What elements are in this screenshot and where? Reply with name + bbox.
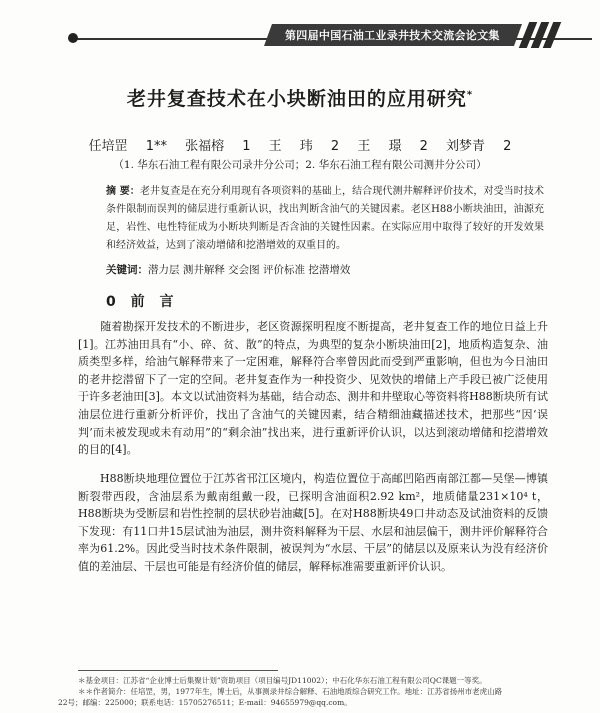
keywords-label: 关键词： <box>106 264 148 276</box>
keywords-text: 潜力层 测井解释 交会图 评价标准 挖潜增效 <box>148 264 351 276</box>
abstract <box>106 183 544 255</box>
header-bullet <box>68 33 78 43</box>
article-title <box>0 84 600 111</box>
paragraph <box>78 470 548 576</box>
header-banner: 第四届中国石油工业录井技术交流会论文集 <box>285 29 500 42</box>
author-list: 任培罡 1** 张福榕 1 王 玮 2 王 璟 2 刘梦青 2 <box>88 139 512 154</box>
footnote: 22号；邮编：225000；联系电话：15705276511；E-mail：94655979@qq.com。 <box>58 698 352 707</box>
paragraph-text: 随着勘探开发技术的不断进步，老区资源探明程度不断提高，老井复查工作的地位日益上升[1]。江苏油田具有“小、碎、贫、散”的特点，为典型的复杂小断块油田[2]，地质构造复杂、油质类型多样，给油气解释带来了一定困难，解释符合率曾因此而受到严重影响，但也为今日油田的老井挖潜留下了一定的空间。老井复查作为一种投资少、见效快的增储上产手段已被广泛使用于许多老油田[3]。本文以试油资料为基础，结合动态、测井和井壁取心等资料将H88断块所有试油层位进行重新分析评价，找出了含油气的关键因素，结合精细油藏描述技术，把那些“因‘误判’而未被发现或未有动用”的“剩余油”找出来，进行重新评价认识，以达到滚动增储和挖潜增效的目的[4]。 <box>78 320 548 457</box>
paragraph-text: H88断块地理位置位于江苏省邗江区境内，构造位置位于高邮凹陷西南部江都—吴堡—博镇断裂带西段，含油层系为戴南组戴一段，已探明含油面积2.92 km²，地质储量231×10⁴ t，H88断块为受断层和岩性控制的层状砂岩油藏[5]。在对H88断块49口井动态及试油资料的反馈下发现：有11口井15层试油为油层，测井资料解释为干层、水层和油层偏干，测井评价解释符合率为61.2%。因此受当时技术条件限制，被误判为“水层、干层”的储层以及原来认为没有经济价值的差油层、干层也可能是有经济价值的储层，解释标准需要重新评价认识。 <box>78 472 548 573</box>
article-title-text: 老井复查技术在小块断油田的应用研究 <box>126 88 467 110</box>
footnote-rule <box>78 670 278 671</box>
footnote: ＊基金项目：江苏省“企业博士后集聚计划”资助项目（项目编号JD11002）；中石化华东石油工程有限公司QC课题一等奖。 <box>78 676 487 685</box>
footnote: ＊＊作者简介：任培罡，男，1977年生，博士后，从事测录井综合解释、石油地质综合研究工作。地址：江苏省扬州市老虎山路 <box>78 687 503 696</box>
title-footnote-mark: * <box>466 89 474 101</box>
keywords <box>106 262 546 277</box>
affiliation: （1. 华东石油工程有限公司录井分公司；2. 华东石油工程有限公司测井分公司） <box>113 159 487 171</box>
abstract-text: 老井复查是在充分利用现有各项资料的基础上，结合现代测井解释评价技术，对受当时技术条件限制而误判的储层进行重新认识，找出判断含油气的关键因素。老区H88小断块油田，油源充足，岩性、电性特征成为小断块判断是否含油的关键性因素。在实际应用中取得了较好的开发效果和经济效益，达到了滚动增储和挖潜增效的双重目的。 <box>106 186 545 251</box>
paragraph <box>78 318 548 459</box>
section-heading: 0 前 言 <box>106 294 174 310</box>
abstract-label: 摘 要： <box>106 186 140 197</box>
